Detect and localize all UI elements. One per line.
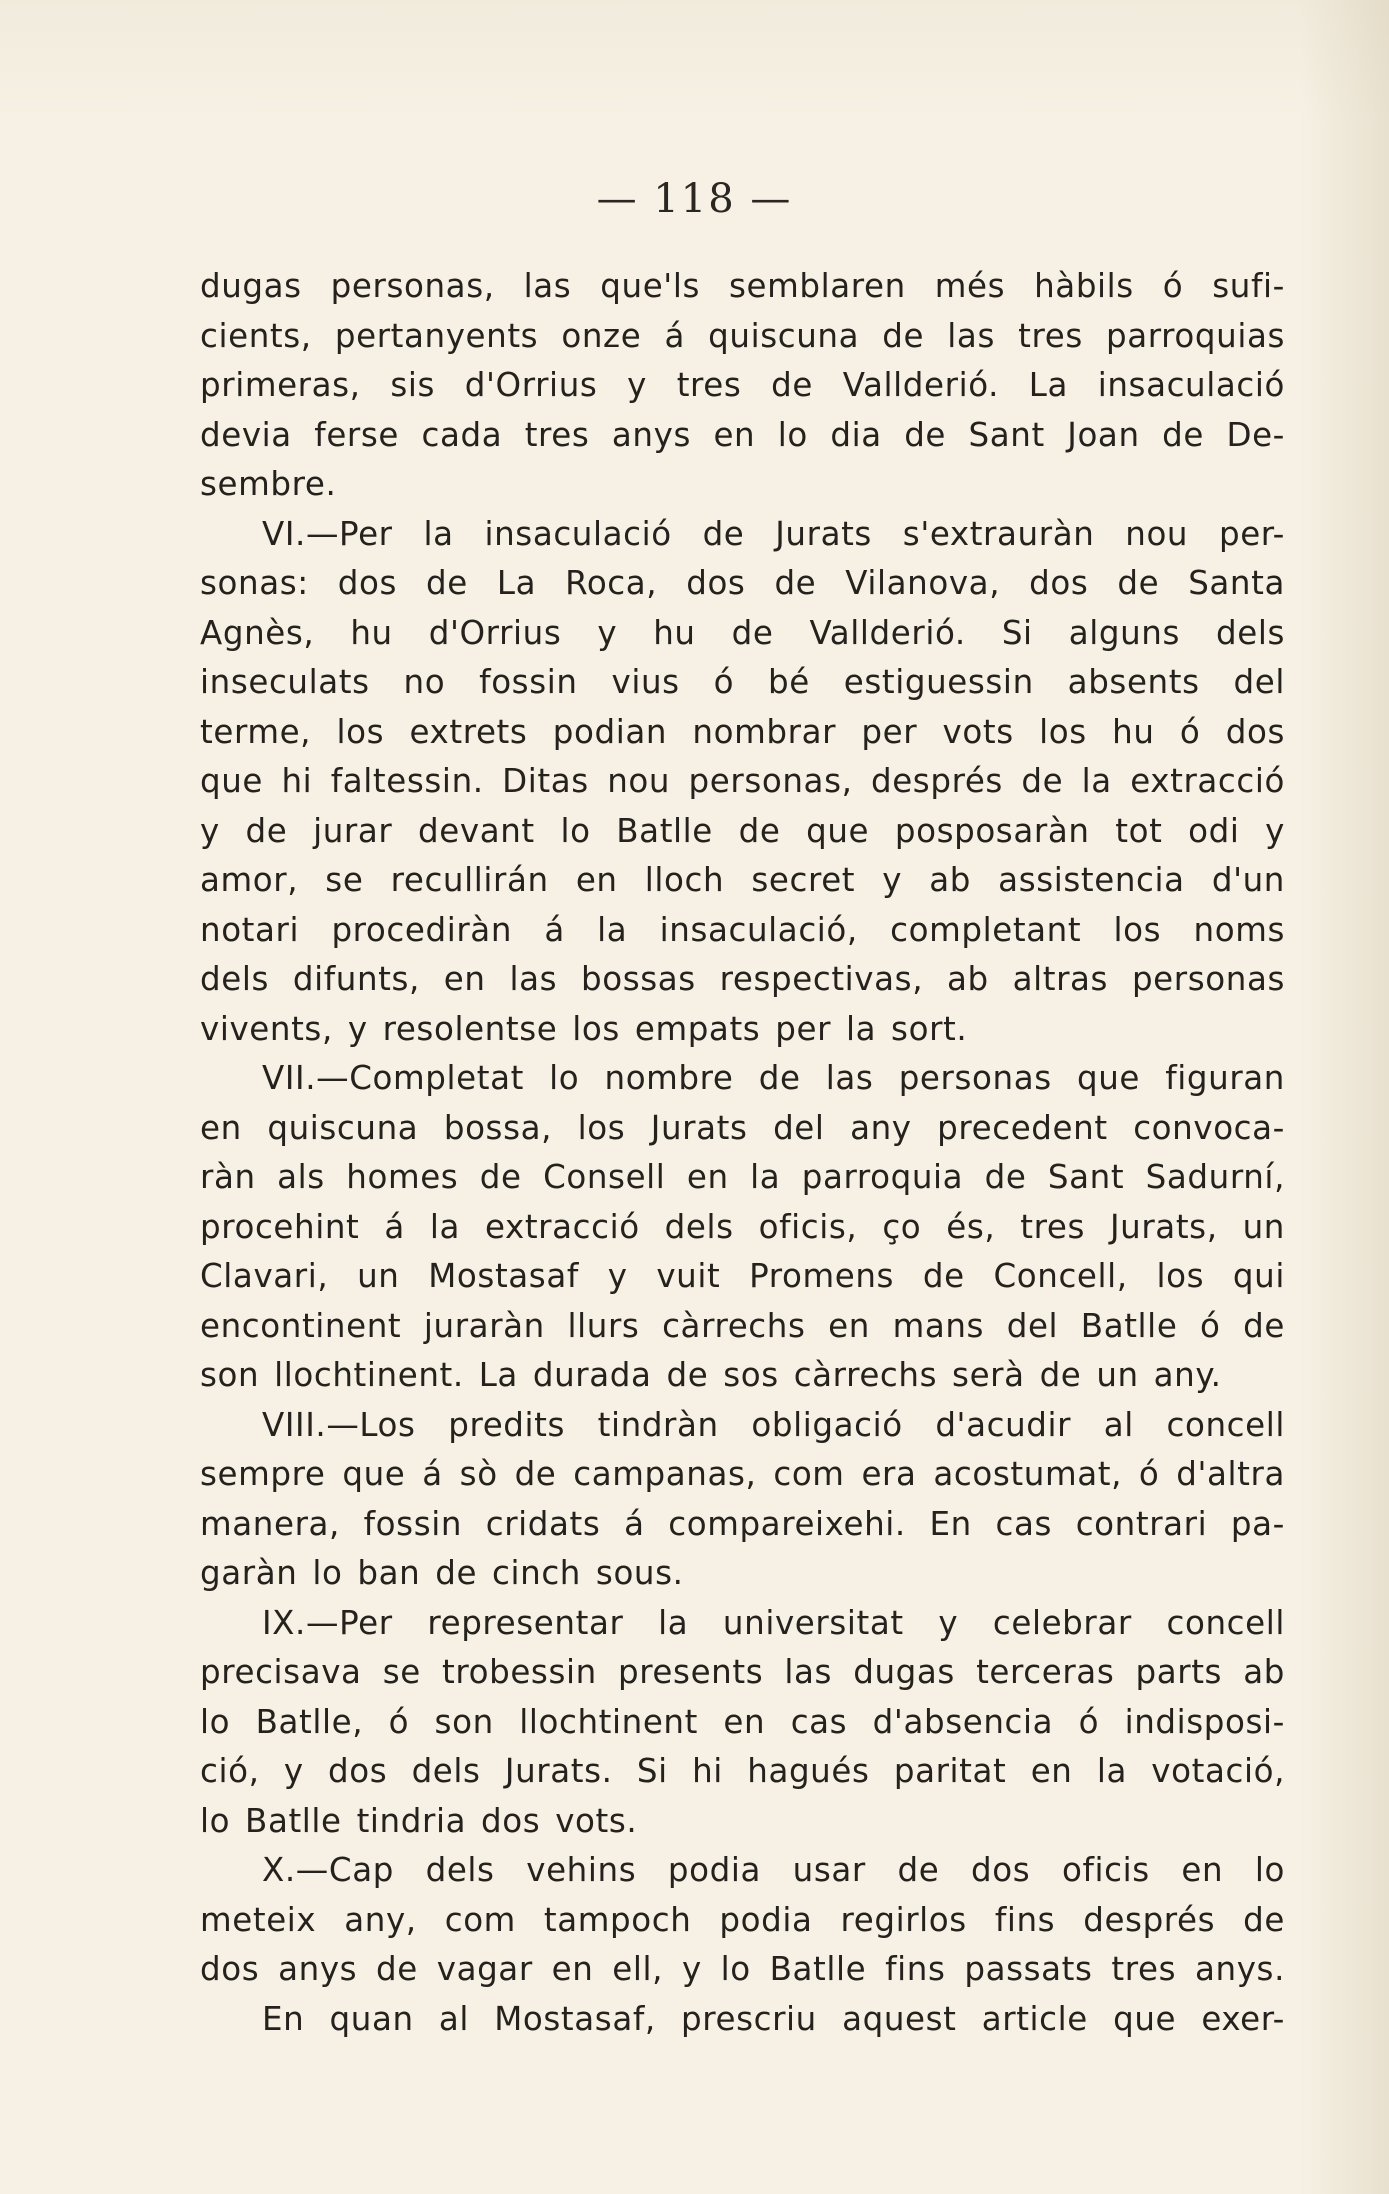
text-line: y de jurar devant lo Batlle de que posposaràn tot odi y (200, 811, 1285, 850)
text-line: amor, se recullirán en lloch secret y ab assistencia d'un (200, 861, 1285, 899)
text-line: meteix any, com tampoch podia regirlos fins després de (200, 1900, 1285, 1939)
text-line: Clavari, un Mostasaf y vuit Promens de Concell, los qui (200, 1257, 1285, 1295)
text-line: Agnès, hu d'Orrius y hu de Vallderió. Si alguns dels (200, 613, 1285, 652)
text-line: En quan al Mostasaf, prescriu aquest article que exer- (262, 1999, 1285, 2038)
text-line: sempre que á sò de campanas, com era acostumat, ó d'altra (200, 1455, 1285, 1493)
text-line: X.—Cap dels vehins podia usar de dos oficis en lo (262, 1851, 1285, 1889)
text-line: devia ferse cada tres anys en lo dia de Sant Joan de De- (200, 415, 1285, 454)
text-line: VII.—Completat lo nombre de las personas que figuran (262, 1059, 1285, 1097)
text-line: manera, fossin cridats á compareixehi. En cas contrari pa- (200, 1504, 1285, 1543)
text-line: sembre. (200, 465, 337, 503)
text-line: procehint á la extracció dels oficis, ço és, tres Jurats, un (200, 1207, 1285, 1246)
text-line: ràn als homes de Consell en la parroquia de Sant Sadurní, (200, 1158, 1285, 1196)
text-line: sonas: dos de La Roca, dos de Vilanova, dos de Santa (200, 564, 1285, 602)
text-line: IX.—Per representar la universitat y celebrar concell (262, 1603, 1285, 1642)
text-line: VIII.—Los predits tindràn obligació d'acudir al concell (262, 1405, 1285, 1444)
text-line: notari procediràn á la insaculació, completant los noms (200, 910, 1285, 949)
body-text (200, 262, 1285, 2044)
text-line: precisava se trobessin presents las dugas terceras parts ab (200, 1653, 1285, 1691)
text-line: inseculats no fossin vius ó bé estiguessin absents del (200, 663, 1285, 701)
text-line: lo Batlle, ó son llochtinent en cas d'absencia ó indisposi- (200, 1702, 1285, 1741)
text-line: lo Batlle tindria dos vots. (200, 1801, 638, 1840)
text-line: dos anys de vagar en ell, y lo Batlle fins passats tres anys. (200, 1950, 1285, 1988)
text-line: en quiscuna bossa, los Jurats del any precedent convoca- (200, 1108, 1285, 1147)
text-line: dels difunts, en las bossas respectivas, ab altras personas (200, 960, 1285, 998)
text-line: cients, pertanyents onze á quiscuna de las tres parroquias (200, 316, 1285, 355)
text-line: vivents, y resolentse los empats per la sort. (200, 1009, 968, 1048)
text-line: garàn lo ban de cinch sous. (200, 1554, 684, 1592)
text-line: VI.—Per la insaculació de Jurats s'extrauràn nou per- (262, 514, 1285, 553)
text-line: son llochtinent. La durada de sos càrrechs serà de un any. (200, 1356, 1222, 1394)
page-number: — 118 — (596, 176, 793, 222)
text-line: terme, los extrets podian nombrar per vots los hu ó dos (200, 712, 1285, 751)
text-line: primeras, sis d'Orrius y tres de Vallderió. La insaculació (200, 366, 1285, 404)
text-line: ció, y dos dels Jurats. Si hi hagués paritat en la votació, (200, 1752, 1285, 1790)
text-line: encontinent juraràn llurs càrrechs en mans del Batlle ó de (200, 1306, 1285, 1345)
text-line: que hi faltessin. Ditas nou personas, després de la extracció (200, 762, 1285, 800)
text-line: dugas personas, las que'ls semblaren més hàbils ó sufi- (200, 267, 1285, 305)
